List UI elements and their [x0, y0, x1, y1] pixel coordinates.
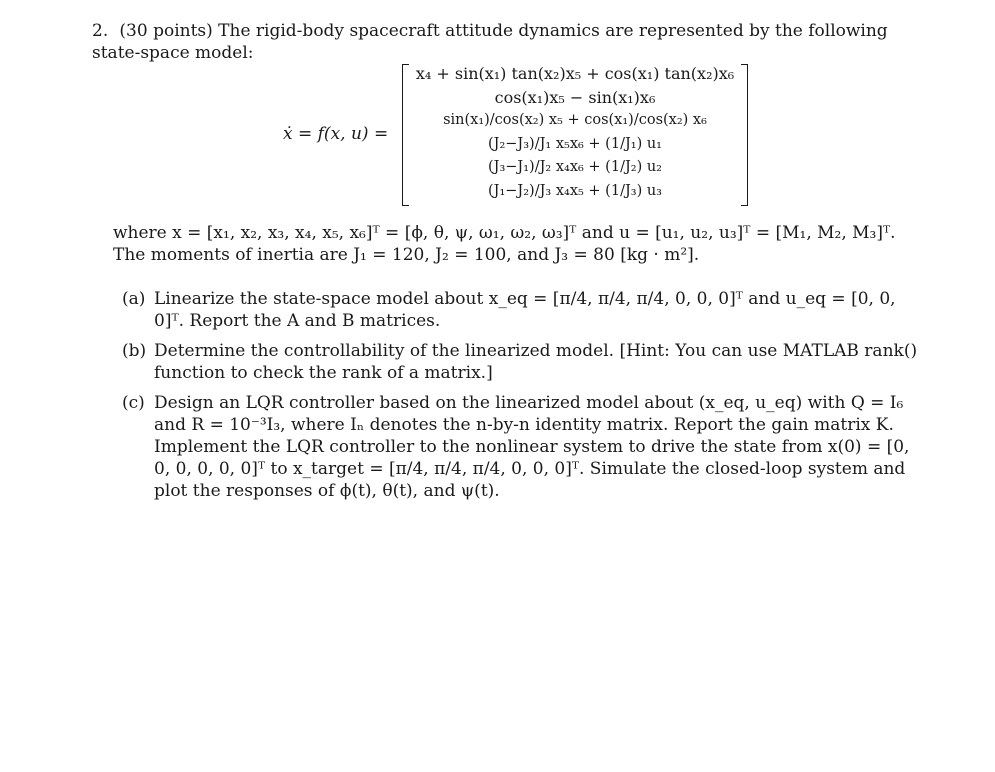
part-b-text: Determine the controllability of the linearized model. [Hint: You can use MATLAB rank() function to check the rank of a matrix.]: [154, 341, 918, 383]
equation-row-1: x₄ + sin(x₁) tan(x₂)x₅ + cos(x₁) tan(x₂)x₆: [415, 64, 735, 83]
equation-row-2: cos(x₁)x₅ − sin(x₁)x₆: [494, 87, 656, 107]
equation-row-4: (J₂−J₃)/J₁ x₅x₆ + (1/J₁) u₁: [488, 135, 662, 152]
part-a-label: (a): [122, 289, 146, 309]
equation-lhs: ẋ = f(x, u) =: [283, 124, 389, 144]
equation-row-5: (J₃−J₁)/J₂ x₄x₆ + (1/J₂) u₂: [488, 159, 662, 175]
problem-intro: (30 points) The rigid-body spacecraft attitude dynamics are represented by the following state-space model:: [92, 21, 888, 63]
part-a-text: Linearize the state-space model about x_eq = [π/4, π/4, π/4, 0, 0, 0]ᵀ and u_eq = [0, 0, 0]ᵀ. Report the A and B matrices.: [154, 289, 896, 331]
part-b-label: (b): [122, 341, 147, 361]
state-vector-field: [410, 62, 740, 203]
equation-row-6: (J₁−J₂)/J₃ x₄x₅ + (1/J₃) u₃: [488, 182, 662, 199]
equation-row-3: sin(x₁)/cos(x₂) x₅ + cos(x₁)/cos(x₂) x₆: [443, 112, 707, 128]
part-c-label: (c): [122, 393, 145, 413]
matrix-right-bracket: [741, 64, 748, 206]
problem-statement: [92, 20, 932, 64]
problem-number: 2.: [92, 21, 109, 41]
matrix-left-bracket: [402, 64, 409, 206]
variable-definitions: where x = [x₁, x₂, x₃, x₄, x₅, x₆]ᵀ = [ϕ, θ, ψ, ω₁, ω₂, ω₃]ᵀ and u = [u₁, u₂, u₃]ᵀ = [M₁, M₂, M₃]ᵀ. The moments of inertia are J₁ = 120, J₂ = 100, and J₃ = 80 [kg · m²].: [113, 223, 896, 265]
part-c-text: Design an LQR controller based on the linearized model about (x_eq, u_eq) with Q = I₆ and R = 10⁻³I₃, where Iₙ denotes the n-by-n identity matrix. Report the gain matrix K. Implement the LQR controller to the nonlinear system to drive the state from x(0) = [0, 0, 0, 0, 0, 0]ᵀ to x_target = [π/4, π/4, π/4, 0, 0, 0]ᵀ. Simulate the closed-loop system and plot the responses of ϕ(t), θ(t), and ψ(t).: [154, 393, 910, 501]
